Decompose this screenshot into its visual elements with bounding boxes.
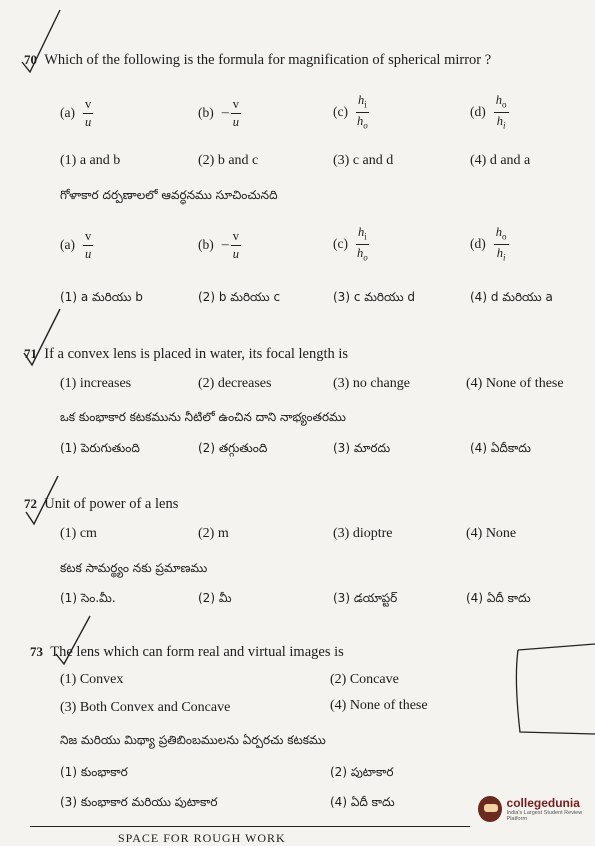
question-text: Unit of power of a lens xyxy=(44,496,179,512)
fraction: $\frac{h_o}{h_i}$ xyxy=(495,225,507,262)
q70-option-d: (d) $\frac{h_o}{h_i}$ xyxy=(470,93,507,130)
q72-telugu-question: కటక సామర్థ్యం నకు ప్రమాణము xyxy=(60,561,208,575)
q73-telugu-choice-2: (2) పుటాకార xyxy=(330,765,394,779)
q70-choice-2: (2) b and c xyxy=(198,153,259,168)
fraction: $\frac{h_o}{h_i}$ xyxy=(495,93,507,130)
question-73 xyxy=(30,644,344,661)
q72-telugu-choice-3: (3) డయాప్టర్ xyxy=(333,591,398,605)
q72-telugu-choice-4: (4) ఏదీ కాదు xyxy=(466,591,531,605)
question-text: Which of the following is the formula for magnification of spherical mirror ? xyxy=(44,52,492,68)
fraction: $\frac{v}{u}$ xyxy=(84,97,92,129)
q73-choice-4: (4) None of these xyxy=(330,698,428,713)
q70-telugu-choice-2: (2) b మరియు c xyxy=(198,290,281,304)
q70-choice-1: (1) a and b xyxy=(60,153,121,168)
question-number: 71 xyxy=(24,346,37,361)
collegedunia-logo: collegedunia India's Largest Student Review Platform xyxy=(478,796,595,822)
footer-text: SPACE FOR ROUGH WORK xyxy=(118,831,286,845)
q70-telugu-question: గోళాకార దర్పణాలలో ఆవర్ధనము సూచించునది xyxy=(60,188,278,202)
question-71 xyxy=(24,346,348,363)
q72-choice-2: (2) m xyxy=(198,526,229,541)
owl-icon xyxy=(478,796,502,822)
q71-choice-2: (2) decreases xyxy=(198,376,272,391)
q73-choice-2: (2) Concave xyxy=(330,672,399,687)
q73-choice-3: (3) Both Convex and Concave xyxy=(60,700,231,715)
q72-telugu-choice-1: (1) సెం.మీ. xyxy=(60,591,116,605)
q71-telugu-choice-2: (2) తగ్గుతుంది xyxy=(198,441,268,455)
q71-choice-1: (1) increases xyxy=(60,376,132,391)
q71-telugu-choice-1: (1) పెరుగుతుంది xyxy=(60,441,140,455)
q72-choice-4: (4) None xyxy=(466,526,517,541)
q70-option-b: (b) – $\frac{v}{u}$ xyxy=(198,97,239,129)
q70-telugu-choice-4: (4) d మరియు a xyxy=(470,290,553,304)
q72-telugu-choice-2: (2) మీ xyxy=(198,591,232,605)
q70-choice-3: (3) c and d xyxy=(333,153,394,168)
question-text: If a convex lens is placed in water, its focal length is xyxy=(44,346,349,362)
q71-telugu-question: ఒక కుంభాకార కటకమును నీటిలో ఉంచిన దాని నాభ్యంతరము xyxy=(60,410,346,424)
q73-choice-1: (1) Convex xyxy=(60,672,124,687)
q70-telugu-choice-3: (3) c మరియు d xyxy=(333,290,416,304)
question-number: 72 xyxy=(24,496,37,511)
fraction: $\frac{v}{u}$ xyxy=(84,229,92,261)
fraction: $\frac{v}{u}$ xyxy=(232,229,239,261)
question-70 xyxy=(24,52,491,69)
q72-choice-1: (1) cm xyxy=(60,526,97,541)
fraction: $\frac{v}{u}$ xyxy=(232,97,239,129)
q71-choice-3: (3) no change xyxy=(333,376,410,391)
q72-choice-3: (3) dioptre xyxy=(333,526,393,541)
q71-telugu-choice-4: (4) ఏదీకాదు xyxy=(470,441,531,455)
q70-telugu-option-a: (a) $\frac{v}{u}$ xyxy=(60,229,92,261)
q70-telugu-option-c: (c) $\frac{h_i}{h_o}$ xyxy=(333,225,368,262)
fraction: $\frac{h_i}{h_o}$ xyxy=(356,93,368,130)
hand-drawn-box xyxy=(508,640,595,740)
question-number: 73 xyxy=(30,644,43,659)
q73-telugu-choice-1: (1) కుంభాకార xyxy=(60,765,128,779)
question-text: The lens which can form real and virtual images is xyxy=(50,644,344,660)
q71-telugu-choice-3: (3) మారదు xyxy=(333,441,391,455)
q73-telugu-choice-3: (3) కుంభాకార మరియు పుటాకార xyxy=(60,795,218,809)
q70-telugu-option-b: (b) – $\frac{v}{u}$ xyxy=(198,229,239,261)
q70-telugu-option-d: (d) $\frac{h_o}{h_i}$ xyxy=(470,225,507,262)
q70-choice-4: (4) d and a xyxy=(470,153,531,168)
q73-telugu-choice-4: (4) ఏదీ కాదు xyxy=(330,795,395,809)
q70-telugu-choice-1: (1) a మరియు b xyxy=(60,290,143,304)
fraction: $\frac{h_i}{h_o}$ xyxy=(356,225,368,262)
q73-telugu-question: నిజ మరియు మిథ్యా ప్రతిబింబములను ఏర్పరచు కటకము xyxy=(60,733,326,747)
q71-choice-4: (4) None of these xyxy=(466,376,564,391)
question-72 xyxy=(24,496,178,513)
q70-option-a: (a) $\frac{v}{u}$ xyxy=(60,97,92,129)
q70-option-c: (c) $\frac{h_i}{h_o}$ xyxy=(333,93,368,130)
footer-rule xyxy=(30,826,470,827)
question-number: 70 xyxy=(24,52,37,67)
